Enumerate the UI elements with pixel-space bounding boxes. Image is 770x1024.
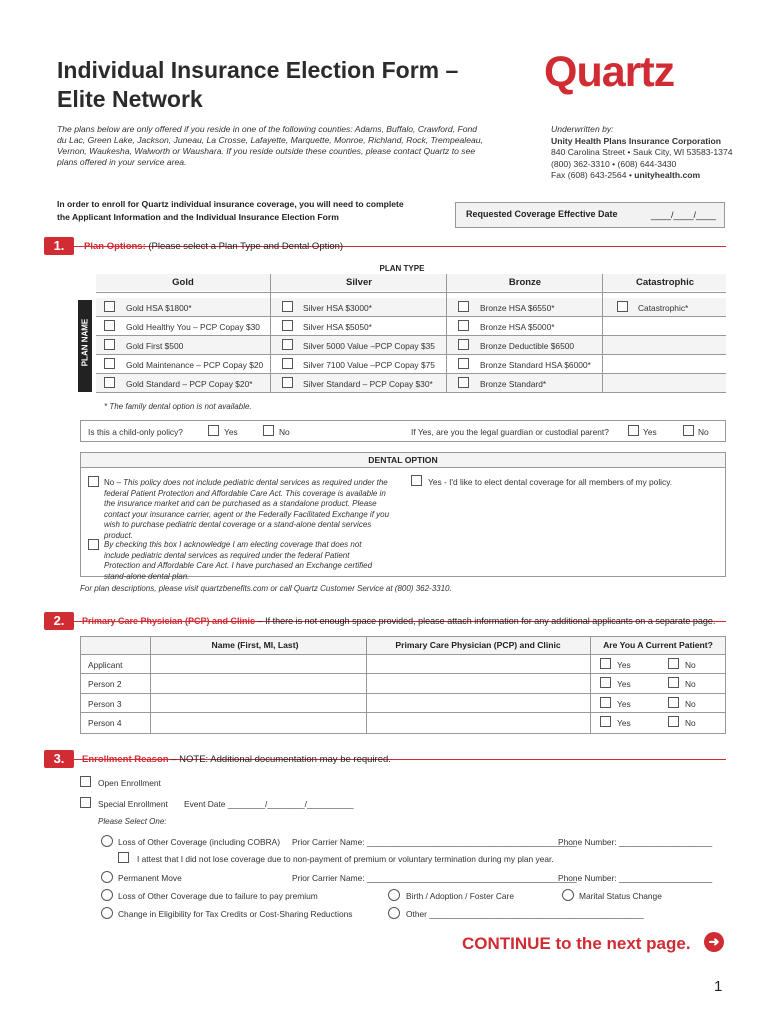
website-link[interactable]: unityhealth.com (634, 170, 701, 180)
pcp-row-label: Applicant (88, 660, 123, 670)
silver-plan-checkbox[interactable] (282, 358, 293, 369)
current-patient-yes-label: Yes (617, 718, 631, 728)
please-select-label: Please Select One: (98, 817, 167, 826)
pcp-row-label: Person 3 (88, 699, 122, 709)
bronze-plan-checkbox[interactable] (458, 377, 469, 388)
current-patient-yes-checkbox[interactable] (600, 697, 611, 708)
col-catastrophic: Catastrophic (635, 277, 695, 288)
event-date-field[interactable]: Event Date ________/________/__________ (184, 799, 354, 809)
underwriter-block (551, 124, 733, 182)
permanent-move-label: Permanent Move (118, 873, 182, 883)
dental-no-text (104, 478, 394, 541)
section-3-number: 3. (44, 750, 74, 768)
pcp-row-label: Person 4 (88, 718, 122, 728)
current-patient-no-checkbox[interactable] (668, 716, 679, 727)
special-enrollment-label: Special Enrollment (98, 799, 168, 809)
section-2-subtitle: – If there is not enough space provided, please attach information for any additional applicants on a separate page. (255, 616, 716, 626)
current-patient-no-label: No (685, 699, 696, 709)
pcp-physician-input[interactable] (368, 674, 588, 692)
permanent-move-radio[interactable] (101, 871, 113, 883)
current-patient-yes-label: Yes (617, 679, 631, 689)
other-radio[interactable] (388, 907, 400, 919)
coverage-label: Requested Coverage Effective Date (466, 209, 618, 219)
dental-no-desc: This policy does not include pediatric dental services as required under the federal Patient Protection and Affordable Care Act. This coverage is available in the insurance market and can be purchased as a standalone product. Please contact your insurance carrier, agent or the Federally Facilitated Exchange if you wish to purchase pediatric dental coverage or a stand-alone dental services product. (104, 478, 390, 540)
gold-plan-checkbox[interactable] (104, 301, 115, 312)
loss-premium-label: Loss of Other Coverage due to failure to pay premium (118, 891, 318, 901)
title-line-1: Individual Insurance Election Form – (57, 57, 459, 83)
child-only-yes-checkbox[interactable] (208, 425, 219, 436)
current-patient-no-checkbox[interactable] (668, 658, 679, 669)
open-enrollment-label: Open Enrollment (98, 778, 161, 788)
guardian-yes-label: Yes (643, 427, 657, 437)
bronze-plan-label: Bronze Standard* (480, 379, 547, 389)
underwritten-label: Underwritten by: (551, 124, 614, 134)
attest-checkbox[interactable] (118, 852, 129, 863)
marital-status-label: Marital Status Change (579, 891, 662, 901)
company-fax-web (551, 170, 733, 182)
prior-carrier-field-2[interactable]: Prior Carrier Name: _____________________________________________ (292, 873, 577, 883)
eligibility-change-radio[interactable] (101, 907, 113, 919)
gold-plan-checkbox[interactable] (104, 358, 115, 369)
guardian-no-checkbox[interactable] (683, 425, 694, 436)
coverage-date-box (455, 202, 725, 228)
dental-ack-checkbox[interactable] (88, 539, 99, 550)
prior-carrier-field-1[interactable]: Prior Carrier Name: _____________________________________________ (292, 837, 577, 847)
phone-number-field-1[interactable]: Phone Number: ____________________ (558, 837, 713, 847)
gold-plan-label: Gold Maintenance – PCP Copay $20 (126, 360, 264, 370)
pcp-col-current: Are You A Current Patient? (603, 640, 713, 650)
pcp-name-input[interactable] (152, 694, 364, 712)
silver-plan-label: Silver 7100 Value –PCP Copay $75 (303, 360, 435, 370)
silver-plan-checkbox[interactable] (282, 377, 293, 388)
guardian-yes-checkbox[interactable] (628, 425, 639, 436)
catastrophic-plan-label: Catastrophic* (638, 303, 689, 313)
current-patient-no-checkbox[interactable] (668, 697, 679, 708)
gold-plan-label: Gold HSA $1800* (126, 303, 192, 313)
plan-type-label: PLAN TYPE (379, 264, 425, 273)
company-address: 840 Carolina Street • Sauk City, WI 53583-1374 (551, 147, 733, 157)
child-only-no-checkbox[interactable] (263, 425, 274, 436)
gold-plan-checkbox[interactable] (104, 320, 115, 331)
eligibility-change-label: Change in Eligibility for Tax Credits or Cost-Sharing Reductions (118, 909, 353, 919)
continue-rest: to the next page. (550, 934, 691, 953)
current-patient-yes-label: Yes (617, 660, 631, 670)
other-field[interactable]: Other ______________________________________________ (406, 909, 644, 919)
current-patient-no-label: No (685, 660, 696, 670)
pcp-row-label: Person 2 (88, 679, 122, 689)
section-2-number: 2. (44, 612, 74, 630)
continue-text (462, 934, 691, 954)
arrow-right-icon: ➜ (704, 932, 724, 952)
bronze-plan-label: Bronze HSA $6550* (480, 303, 555, 313)
pcp-col-physician: Primary Care Physician (PCP) and Clinic (395, 640, 561, 650)
section-2-heading (82, 616, 728, 626)
col-bronze: Bronze (508, 277, 542, 288)
special-enrollment-checkbox[interactable] (80, 797, 91, 808)
dental-no-checkbox[interactable] (88, 476, 99, 487)
pcp-physician-input[interactable] (368, 694, 588, 712)
plan-description-note: For plan descriptions, please visit quartzbenefits.com or call Quartz Customer Service at (800) 362-3310. (80, 584, 452, 593)
catastrophic-plan-checkbox[interactable] (617, 301, 628, 312)
company-name: Unity Health Plans Insurance Corporation (551, 135, 721, 146)
bronze-plan-checkbox[interactable] (458, 301, 469, 312)
current-patient-no-label: No (685, 718, 696, 728)
section-1-subtitle: (Please select a Plan Type and Dental Option) (148, 241, 344, 252)
dental-family-note: * The family dental option is not available. (104, 402, 252, 411)
child-only-question: Is this a child-only policy? (88, 427, 183, 437)
silver-plan-checkbox[interactable] (282, 320, 293, 331)
continue-bold: CONTINUE (462, 934, 551, 953)
pcp-name-input[interactable] (152, 713, 364, 731)
pcp-physician-input[interactable] (368, 713, 588, 731)
phone-number-field-2[interactable]: Phone Number: ____________________ (558, 873, 713, 883)
attest-label: I attest that I did not lose coverage due to non-payment of premium or voluntary termination during my plan year. (137, 854, 554, 864)
bronze-plan-label: Bronze HSA $5000* (480, 322, 555, 332)
dental-no-label: No – (104, 478, 124, 487)
current-patient-yes-checkbox[interactable] (600, 658, 611, 669)
birth-adoption-radio[interactable] (388, 889, 400, 901)
open-enrollment-checkbox[interactable] (80, 776, 91, 787)
col-gold: Gold (172, 277, 194, 288)
quartz-logo: Quartz (544, 48, 675, 96)
enroll-note: In order to enroll for Quartz individual insurance coverage, you will need to complete the Applicant Information and the Individual Insurance Election Form (57, 199, 404, 222)
bronze-plan-checkbox[interactable] (458, 339, 469, 350)
silver-plan-label: Silver Standard – PCP Copay $30* (303, 379, 433, 389)
dental-option-header: DENTAL OPTION (81, 453, 725, 467)
pcp-name-input[interactable] (152, 674, 364, 692)
form-title (57, 56, 458, 114)
silver-plan-checkbox[interactable] (282, 301, 293, 312)
child-only-no-label: No (279, 427, 290, 437)
gold-plan-checkbox[interactable] (104, 377, 115, 388)
dental-yes-checkbox[interactable] (411, 475, 422, 486)
section-1-title: Plan Options: (84, 241, 146, 252)
bronze-plan-label: Bronze Deductible $6500 (480, 341, 575, 351)
pcp-physician-input[interactable] (368, 655, 588, 673)
bronze-plan-checkbox[interactable] (458, 358, 469, 369)
current-patient-yes-checkbox[interactable] (600, 677, 611, 688)
coverage-date-field[interactable]: ____/____/____ (650, 210, 716, 220)
intro-text: The plans below are only offered if you reside in one of the following counties: Adams, Buffalo, Crawford, Fond du Lac, Green Lake, Jackson, Juneau, La Crosse, Lafayette, Marquette, Monroe, Richland, Rock, Trempealeau, Vernon, Waukesha, Walworth or Waushara. If you reside outside these counties, please contact Quartz to see plans offered in your service area. (57, 124, 483, 167)
silver-plan-checkbox[interactable] (282, 339, 293, 350)
fax: Fax (608) 643-2564 • (551, 170, 635, 180)
section-3-title: Enrollment Reason (82, 754, 169, 765)
guardian-question: If Yes, are you the legal guardian or custodial parent? (411, 427, 609, 437)
dental-ack-text: By checking this box I acknowledge I am electing coverage that does not include pediatric dental services as required under the federal Patient Protection and Affordable Care Act. I have purchased an Exchange certified stand-alone dental plan. (104, 540, 373, 581)
section-1-number: 1. (44, 237, 74, 255)
bronze-plan-label: Bronze Standard HSA $6000* (480, 360, 591, 370)
gold-plan-checkbox[interactable] (104, 339, 115, 350)
section-3-heading (82, 754, 391, 765)
col-silver: Silver (346, 277, 372, 288)
silver-plan-label: Silver HSA $3000* (303, 303, 372, 313)
birth-adoption-label: Birth / Adoption / Foster Care (406, 891, 514, 901)
current-patient-no-label: No (685, 679, 696, 689)
section-3-subtitle: – NOTE: Additional documentation may be required. (168, 754, 391, 765)
plan-name-side-label: PLAN NAME (78, 300, 92, 392)
section-2-title: Primary Care Physician (PCP) and Clinic (82, 616, 256, 626)
title-line-2: Elite Network (57, 86, 203, 112)
bronze-plan-checkbox[interactable] (458, 320, 469, 331)
gold-plan-label: Gold Standard – PCP Copay $20* (126, 379, 253, 389)
current-patient-yes-label: Yes (617, 699, 631, 709)
pcp-name-input[interactable] (152, 655, 364, 673)
gold-plan-label: Gold First $500 (126, 341, 184, 351)
marital-status-radio[interactable] (562, 889, 574, 901)
silver-plan-label: Silver 5000 Value –PCP Copay $35 (303, 341, 435, 351)
child-only-yes-label: Yes (224, 427, 238, 437)
loss-premium-radio[interactable] (101, 889, 113, 901)
dental-yes-label: Yes - I'd like to elect dental coverage for all members of my policy. (428, 477, 673, 487)
gold-plan-label: Gold Healthy You – PCP Copay $30 (126, 322, 260, 332)
loss-cobra-label: Loss of Other Coverage (including COBRA) (118, 837, 280, 847)
page-number: 1 (714, 978, 723, 995)
pcp-col-name: Name (First, MI, Last) (211, 640, 299, 650)
silver-plan-label: Silver HSA $5050* (303, 322, 372, 332)
current-patient-no-checkbox[interactable] (668, 677, 679, 688)
guardian-no-label: No (698, 427, 709, 437)
company-phones: (800) 362-3310 • (608) 644-3430 (551, 158, 677, 169)
current-patient-yes-checkbox[interactable] (600, 716, 611, 727)
loss-cobra-radio[interactable] (101, 835, 113, 847)
section-1-heading (84, 241, 343, 252)
